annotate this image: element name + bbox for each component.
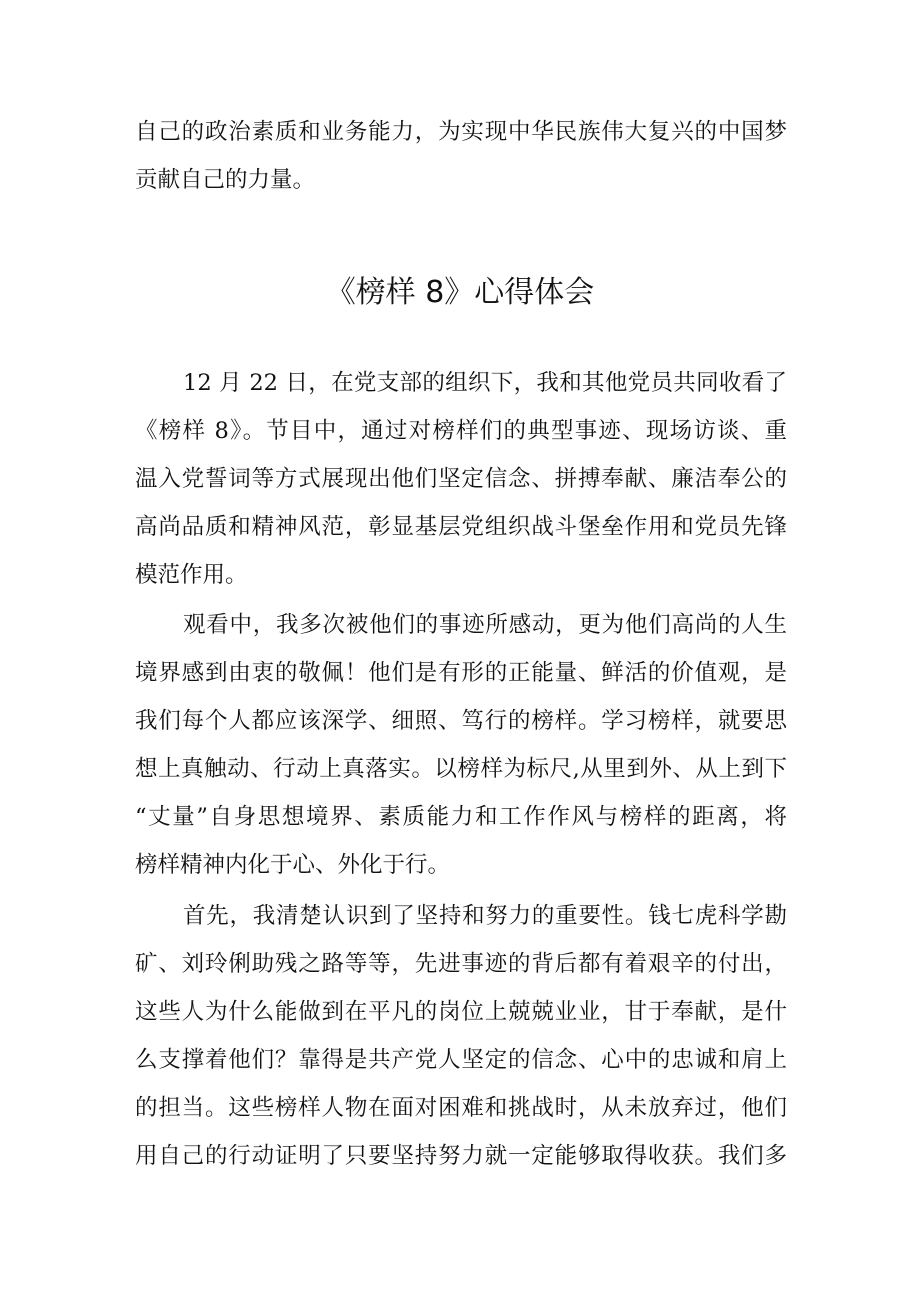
paragraph-2-line: “丈量”自身思想境界、素质能力和工作作风与榜样的距离，将 bbox=[135, 804, 787, 830]
paragraph-3-line: 矿、刘玲俐助残之路等等，先进事迹的背后都有着艰辛的付出， bbox=[135, 951, 787, 977]
paragraph-3-line: 么支撑着他们？靠得是共产党人坚定的信念、心中的忠诚和肩上 bbox=[135, 1047, 787, 1073]
paragraph-1-line: 模范作用。 bbox=[135, 562, 248, 588]
paragraph-3-line: 用自己的行动证明了只要坚持努力就一定能够取得收获。我们多 bbox=[135, 1143, 787, 1169]
paragraph-2-line: 想上真触动、行动上真落实。以榜样为标尺,从里到外、从上到下 bbox=[135, 756, 787, 782]
paragraph-3-line: 的担当。这些榜样人物在面对困难和挑战时，从未放弃过，他们 bbox=[135, 1095, 787, 1121]
paragraph-1-line: 温入党誓词等方式展现出他们坚定信念、拼搏奉献、廉洁奉公的 bbox=[135, 466, 787, 492]
paragraph-1-line: 《榜样 8》。节目中，通过对榜样们的典型事迹、现场访谈、重 bbox=[135, 418, 787, 444]
paragraph-1-line: 12 月 22 日，在党支部的组织下，我和其他党员共同收看了 bbox=[183, 370, 787, 396]
paragraph-2-line: 我们每个人都应该深学、细照、笃行的榜样。学习榜样，就要思 bbox=[135, 708, 787, 734]
intro-line: 贡献自己的力量。 bbox=[135, 167, 316, 193]
paragraph-1-line: 高尚品质和精神风范，彰显基层党组织战斗堡垒作用和党员先锋 bbox=[135, 514, 787, 540]
intro-line: 自己的政治素质和业务能力，为实现中华民族伟大复兴的中国梦 bbox=[135, 119, 787, 145]
paragraph-2-line: 观看中，我多次被他们的事迹所感动，更为他们高尚的人生 bbox=[183, 612, 787, 638]
paragraph-3-line: 首先，我清楚认识到了坚持和努力的重要性。钱七虎科学勘 bbox=[183, 903, 787, 929]
paragraph-2-line: 榜样精神内化于心、外化于行。 bbox=[135, 852, 451, 878]
paragraph-2-line: 境界感到由衷的敬佩！他们是有形的正能量、鲜活的价值观，是 bbox=[135, 660, 787, 686]
paragraph-3-line: 这些人为什么能做到在平凡的岗位上兢兢业业，甘于奉献，是什 bbox=[135, 999, 787, 1025]
document-title: 《榜样 8》心得体会 bbox=[325, 275, 595, 310]
